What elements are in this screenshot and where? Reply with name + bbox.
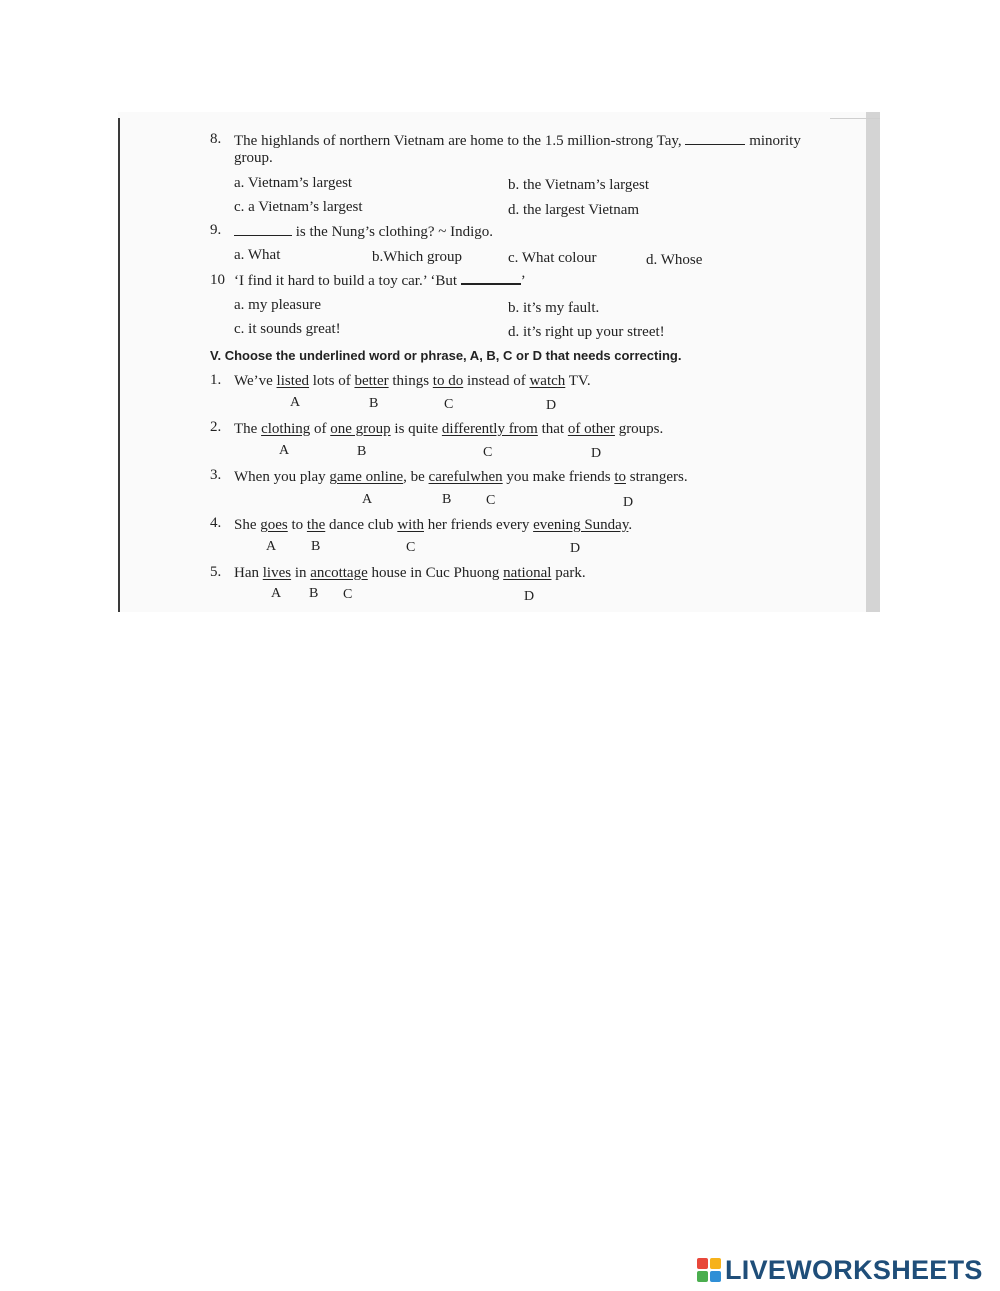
sentence-number: 3. [210, 467, 222, 483]
letter-c: C [486, 493, 496, 508]
option-d: d. it’s right up your street! [508, 324, 665, 340]
underlined-d: of other [567, 421, 615, 437]
worksheet-scan [118, 112, 880, 612]
logo-square [710, 1271, 721, 1282]
letter-a: A [266, 539, 277, 554]
underlined-d: watch [529, 373, 566, 389]
logo-square [710, 1258, 721, 1269]
letter-d: D [570, 541, 581, 556]
option-a: a. my pleasure [234, 297, 322, 313]
sentence-1-text: We’ve listed lots of better things to do instead of watch TV. [234, 373, 591, 389]
option-b: b.Which group [372, 249, 462, 265]
underlined-c: with [397, 517, 424, 533]
letter-b: B [311, 539, 321, 554]
underlined-a: listed [276, 373, 310, 389]
underlined-a: lives [262, 565, 292, 581]
underlined-c: differently from [441, 421, 538, 437]
letter-b: B [442, 492, 452, 507]
logo-square [697, 1258, 708, 1269]
brand-name: LIVEWORKSHEETS [725, 1254, 983, 1285]
answer-blank [234, 235, 292, 236]
question-9-text: is the Nung’s clothing? ~ Indigo. [234, 223, 493, 241]
letter-c: C [483, 445, 493, 460]
option-d: d. the largest Vietnam [508, 202, 640, 218]
sentence-5-text: Han lives in ancottage house in Cuc Phuong national park. [234, 565, 586, 581]
underlined-b: better [354, 373, 389, 389]
letter-c: C [444, 397, 454, 412]
underlined-a: goes [260, 517, 288, 533]
sentence-3-text: When you play game online, be carefulwhen you make friends to strangers. [234, 469, 688, 485]
letter-a: A [290, 395, 301, 410]
sentence-2-text: The clothing of one group is quite differently from that of other groups. [234, 421, 664, 437]
underlined-b: the [306, 517, 326, 533]
underlined-d: national [503, 565, 552, 581]
section-v-title: V. Choose the underlined word or phrase, A, B, C or D that needs correcting. [210, 348, 682, 363]
question-number: 8. [210, 131, 222, 147]
question-10-text: ‘I find it hard to build a toy car.’ ‘But ’ [234, 273, 526, 289]
liveworksheets-logo [697, 1256, 983, 1284]
option-b: b. it’s my fault. [508, 300, 600, 316]
underlined-c: to do [432, 373, 464, 389]
letter-d: D [524, 589, 535, 604]
letter-a: A [271, 586, 282, 601]
sentence-number: 2. [210, 419, 222, 435]
letter-b: B [309, 586, 319, 601]
scan-top-edge [830, 118, 880, 119]
option-d: d. Whose [646, 252, 703, 268]
underlined-a: clothing [261, 421, 311, 437]
logo-grid-icon [697, 1258, 721, 1282]
option-c: c. a Vietnam’s largest [234, 199, 363, 215]
letter-d: D [591, 446, 602, 461]
letter-c: C [343, 587, 353, 602]
option-a: a. Vietnam’s largest [234, 175, 353, 191]
letter-a: A [279, 443, 290, 458]
option-b: b. the Vietnam’s largest [508, 177, 650, 193]
option-a: a. What [234, 247, 281, 263]
letter-d: D [546, 398, 557, 413]
letter-c: C [406, 540, 416, 555]
sentence-number: 4. [210, 515, 222, 531]
question-number: 10 [210, 272, 225, 288]
sentence-number: 1. [210, 372, 222, 388]
underlined-d: evening Sunday [533, 517, 629, 533]
question-number: 9. [210, 222, 222, 238]
underlined-b-c: ancottage [310, 565, 368, 581]
answer-blank [685, 144, 745, 145]
logo-square [697, 1271, 708, 1282]
underlined-b: one group [330, 421, 391, 437]
scan-left-border [118, 118, 120, 612]
answer-blank [461, 283, 521, 285]
letter-b: B [369, 396, 379, 411]
letter-a: A [362, 492, 373, 507]
letter-b: B [357, 444, 367, 459]
underlined-a: game online [329, 469, 404, 485]
sentence-4-text: She goes to the dance club with her friends every evening Sunday. [234, 517, 633, 533]
option-c: c. it sounds great! [234, 321, 341, 337]
sentence-number: 5. [210, 564, 222, 580]
underlined-d: to [614, 469, 626, 485]
letter-d: D [623, 495, 634, 510]
question-8-text: The highlands of northern Vietnam are home to the 1.5 million-strong Tay, minority [234, 133, 801, 149]
question-8-continuation: group. [234, 150, 273, 166]
underlined-b-c: carefulwhen [428, 469, 503, 485]
scan-right-shadow [866, 112, 880, 612]
option-c: c. What colour [508, 250, 597, 266]
